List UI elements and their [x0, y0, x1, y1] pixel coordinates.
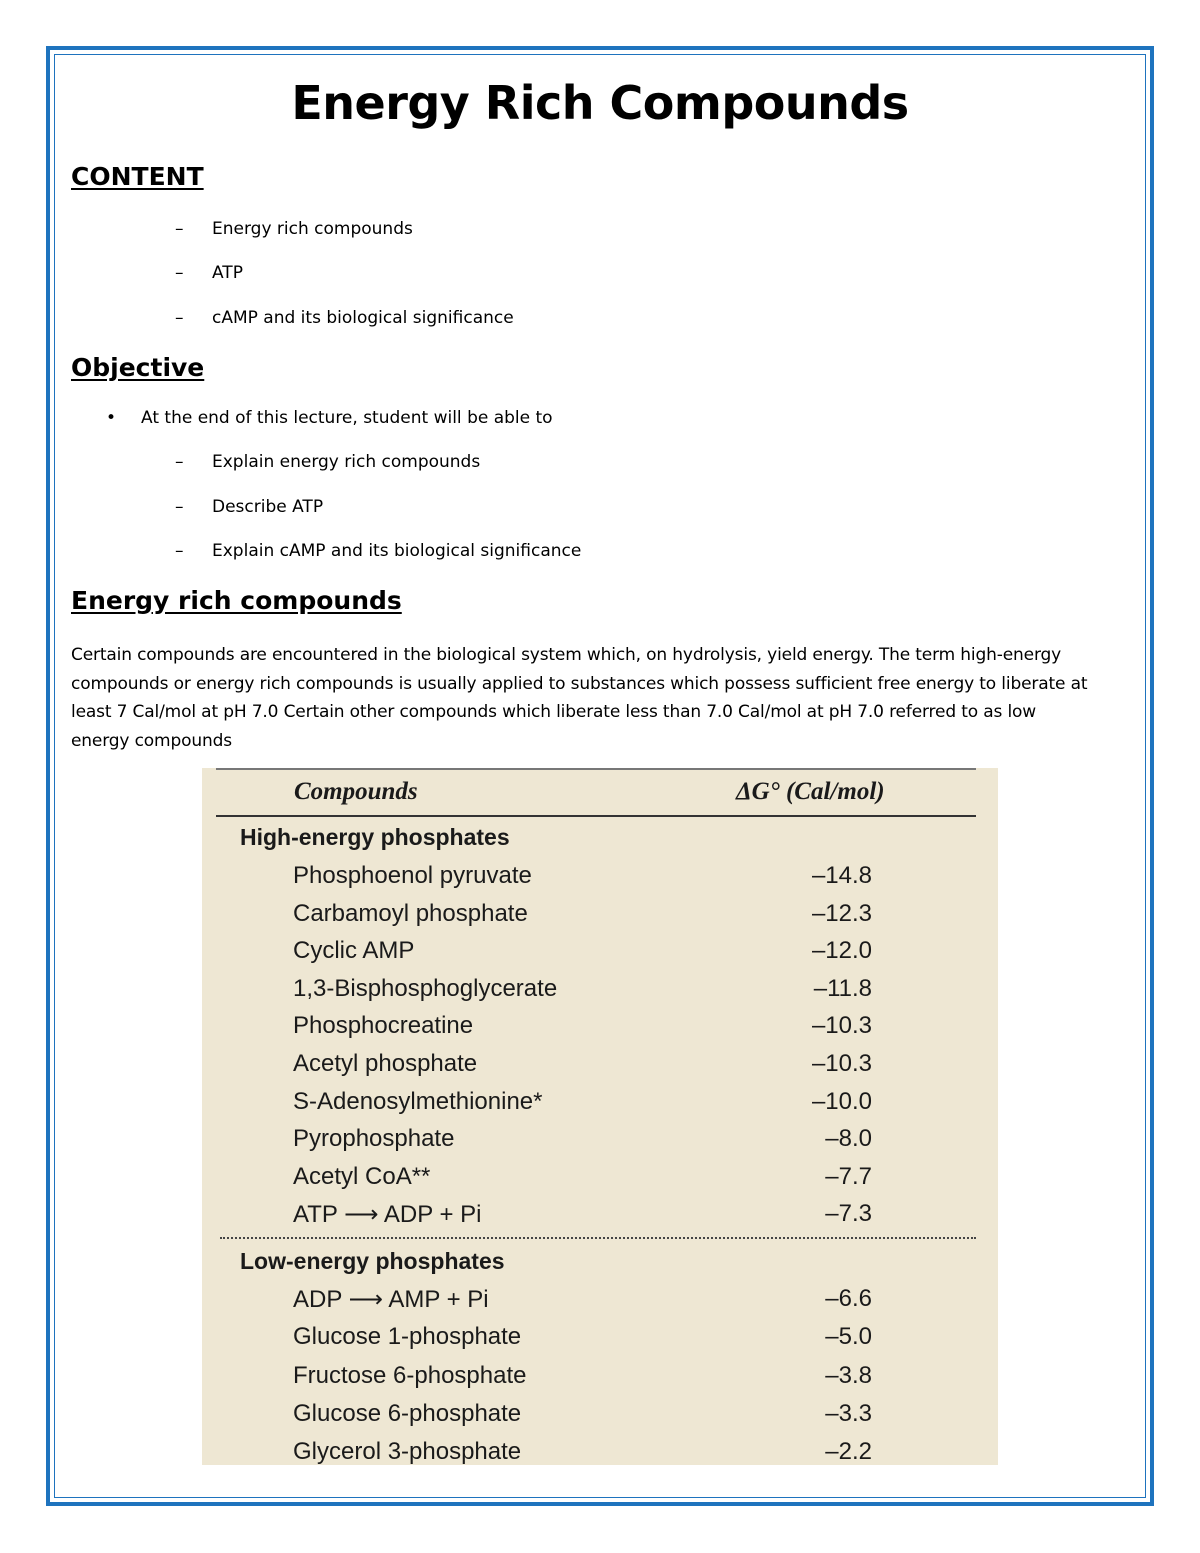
- col-header-compounds: Compounds: [294, 778, 418, 805]
- table-row: [202, 1050, 998, 1086]
- objective-item-text: Explain cAMP and its biological significance: [212, 541, 582, 561]
- group-high-energy: High-energy phosphates: [240, 824, 510, 850]
- compound-name: Glucose 1-phosphate: [293, 1323, 522, 1351]
- delta-g-value: –12.0: [811, 937, 872, 965]
- bullet-mark: •: [106, 408, 117, 428]
- compound-name: Glucose 6-phosphate: [293, 1399, 522, 1427]
- compound-name: Pyrophosphate: [293, 1125, 455, 1153]
- delta-g-value: –2.2: [825, 1438, 872, 1465]
- delta-g-value: –10.3: [811, 1012, 872, 1040]
- group-low-energy: Low-energy phosphates: [240, 1248, 505, 1274]
- table-row: [202, 862, 998, 898]
- energy-table-scan: [202, 768, 998, 1465]
- table-row: [202, 1163, 998, 1199]
- table-row: [202, 900, 998, 936]
- compound-name: Phosphocreatine: [293, 1012, 474, 1040]
- table-dotted-divider: [220, 1237, 976, 1239]
- objective-bullet-text: At the end of this lecture, student will be able to: [141, 408, 553, 428]
- objective-heading: Objective: [71, 353, 205, 382]
- table-row: [202, 1323, 998, 1359]
- delta-g-value: –3.3: [825, 1399, 872, 1427]
- content-item-text: Energy rich compounds: [212, 219, 413, 239]
- dash-mark: –: [175, 497, 184, 517]
- compound-name: ATP ⟶ ADP + Pi: [293, 1201, 482, 1229]
- table-row: [202, 1400, 998, 1436]
- dash-mark: –: [175, 541, 184, 561]
- compound-name: ADP ⟶ AMP + Pi: [293, 1286, 489, 1313]
- paragraph-line: Certain compounds are encountered in the biological system which, on hydrolysis, yield energy. The term high-energy: [71, 645, 1062, 665]
- delta-g-value: –12.3: [811, 899, 872, 927]
- delta-g-value: –10.0: [811, 1087, 872, 1115]
- objective-item-text: Describe ATP: [212, 497, 324, 517]
- delta-g-value: –6.6: [825, 1285, 872, 1312]
- delta-g-value: –8.0: [825, 1125, 872, 1153]
- table-row: [202, 937, 998, 973]
- compound-name: Phosphoenol pyruvate: [293, 862, 532, 889]
- table-row: [202, 1285, 998, 1321]
- compound-name: S-Adenosylmethionine*: [293, 1087, 543, 1115]
- compound-name: Carbamoyl phosphate: [293, 899, 528, 927]
- table-row: [202, 975, 998, 1011]
- delta-g-value: –5.0: [825, 1323, 872, 1351]
- delta-g-value: –7.3: [825, 1200, 872, 1228]
- compound-name: Cyclic AMP: [293, 937, 415, 965]
- compound-name: Acetyl CoA**: [293, 1162, 431, 1190]
- energy-rich-paragraph: [71, 641, 1133, 755]
- table-top-rule: [216, 768, 976, 770]
- content-heading: CONTENT: [71, 162, 204, 191]
- compound-name: Glycerol 3-phosphate: [293, 1438, 522, 1465]
- energy-rich-heading: Energy rich compounds: [71, 586, 402, 615]
- delta-g-value: –10.3: [811, 1050, 872, 1077]
- compound-name: 1,3-Bisphosphoglycerate: [293, 974, 558, 1002]
- table-row: [202, 1088, 998, 1124]
- compound-name: Acetyl phosphate: [293, 1050, 478, 1077]
- table-row: [202, 1362, 998, 1398]
- paragraph-line: least 7 Cal/mol at pH 7.0 Certain other compounds which liberate less than 7.0 Cal/mol at pH 7.0 referred to as low: [71, 702, 1037, 722]
- table-row: [202, 1438, 998, 1465]
- table-row: [202, 1012, 998, 1048]
- table-header-rule: [216, 815, 976, 817]
- paragraph-line: energy compounds: [71, 730, 232, 751]
- content-item-text: ATP: [212, 263, 243, 283]
- content-item-text: cAMP and its biological significance: [212, 308, 514, 328]
- delta-g-value: –7.7: [825, 1162, 872, 1190]
- dash-mark: –: [175, 308, 184, 328]
- table-row: [202, 1125, 998, 1161]
- table-row: [202, 1200, 998, 1236]
- dash-mark: –: [175, 263, 184, 283]
- delta-g-value: –11.8: [813, 974, 872, 1002]
- delta-g-value: –14.8: [811, 862, 872, 889]
- paragraph-line: compounds or energy rich compounds is usually applied to substances which possess sufficient free energy to liberate at: [71, 673, 1088, 694]
- col-header-delta-g: ΔG° (Cal/mol): [736, 778, 885, 805]
- page-title: Energy Rich Compounds: [291, 76, 909, 130]
- delta-g-value: –3.8: [825, 1361, 872, 1389]
- dash-mark: –: [175, 219, 184, 239]
- dash-mark: –: [175, 452, 184, 472]
- compound-name: Fructose 6-phosphate: [293, 1361, 527, 1389]
- objective-item-text: Explain energy rich compounds: [212, 452, 481, 472]
